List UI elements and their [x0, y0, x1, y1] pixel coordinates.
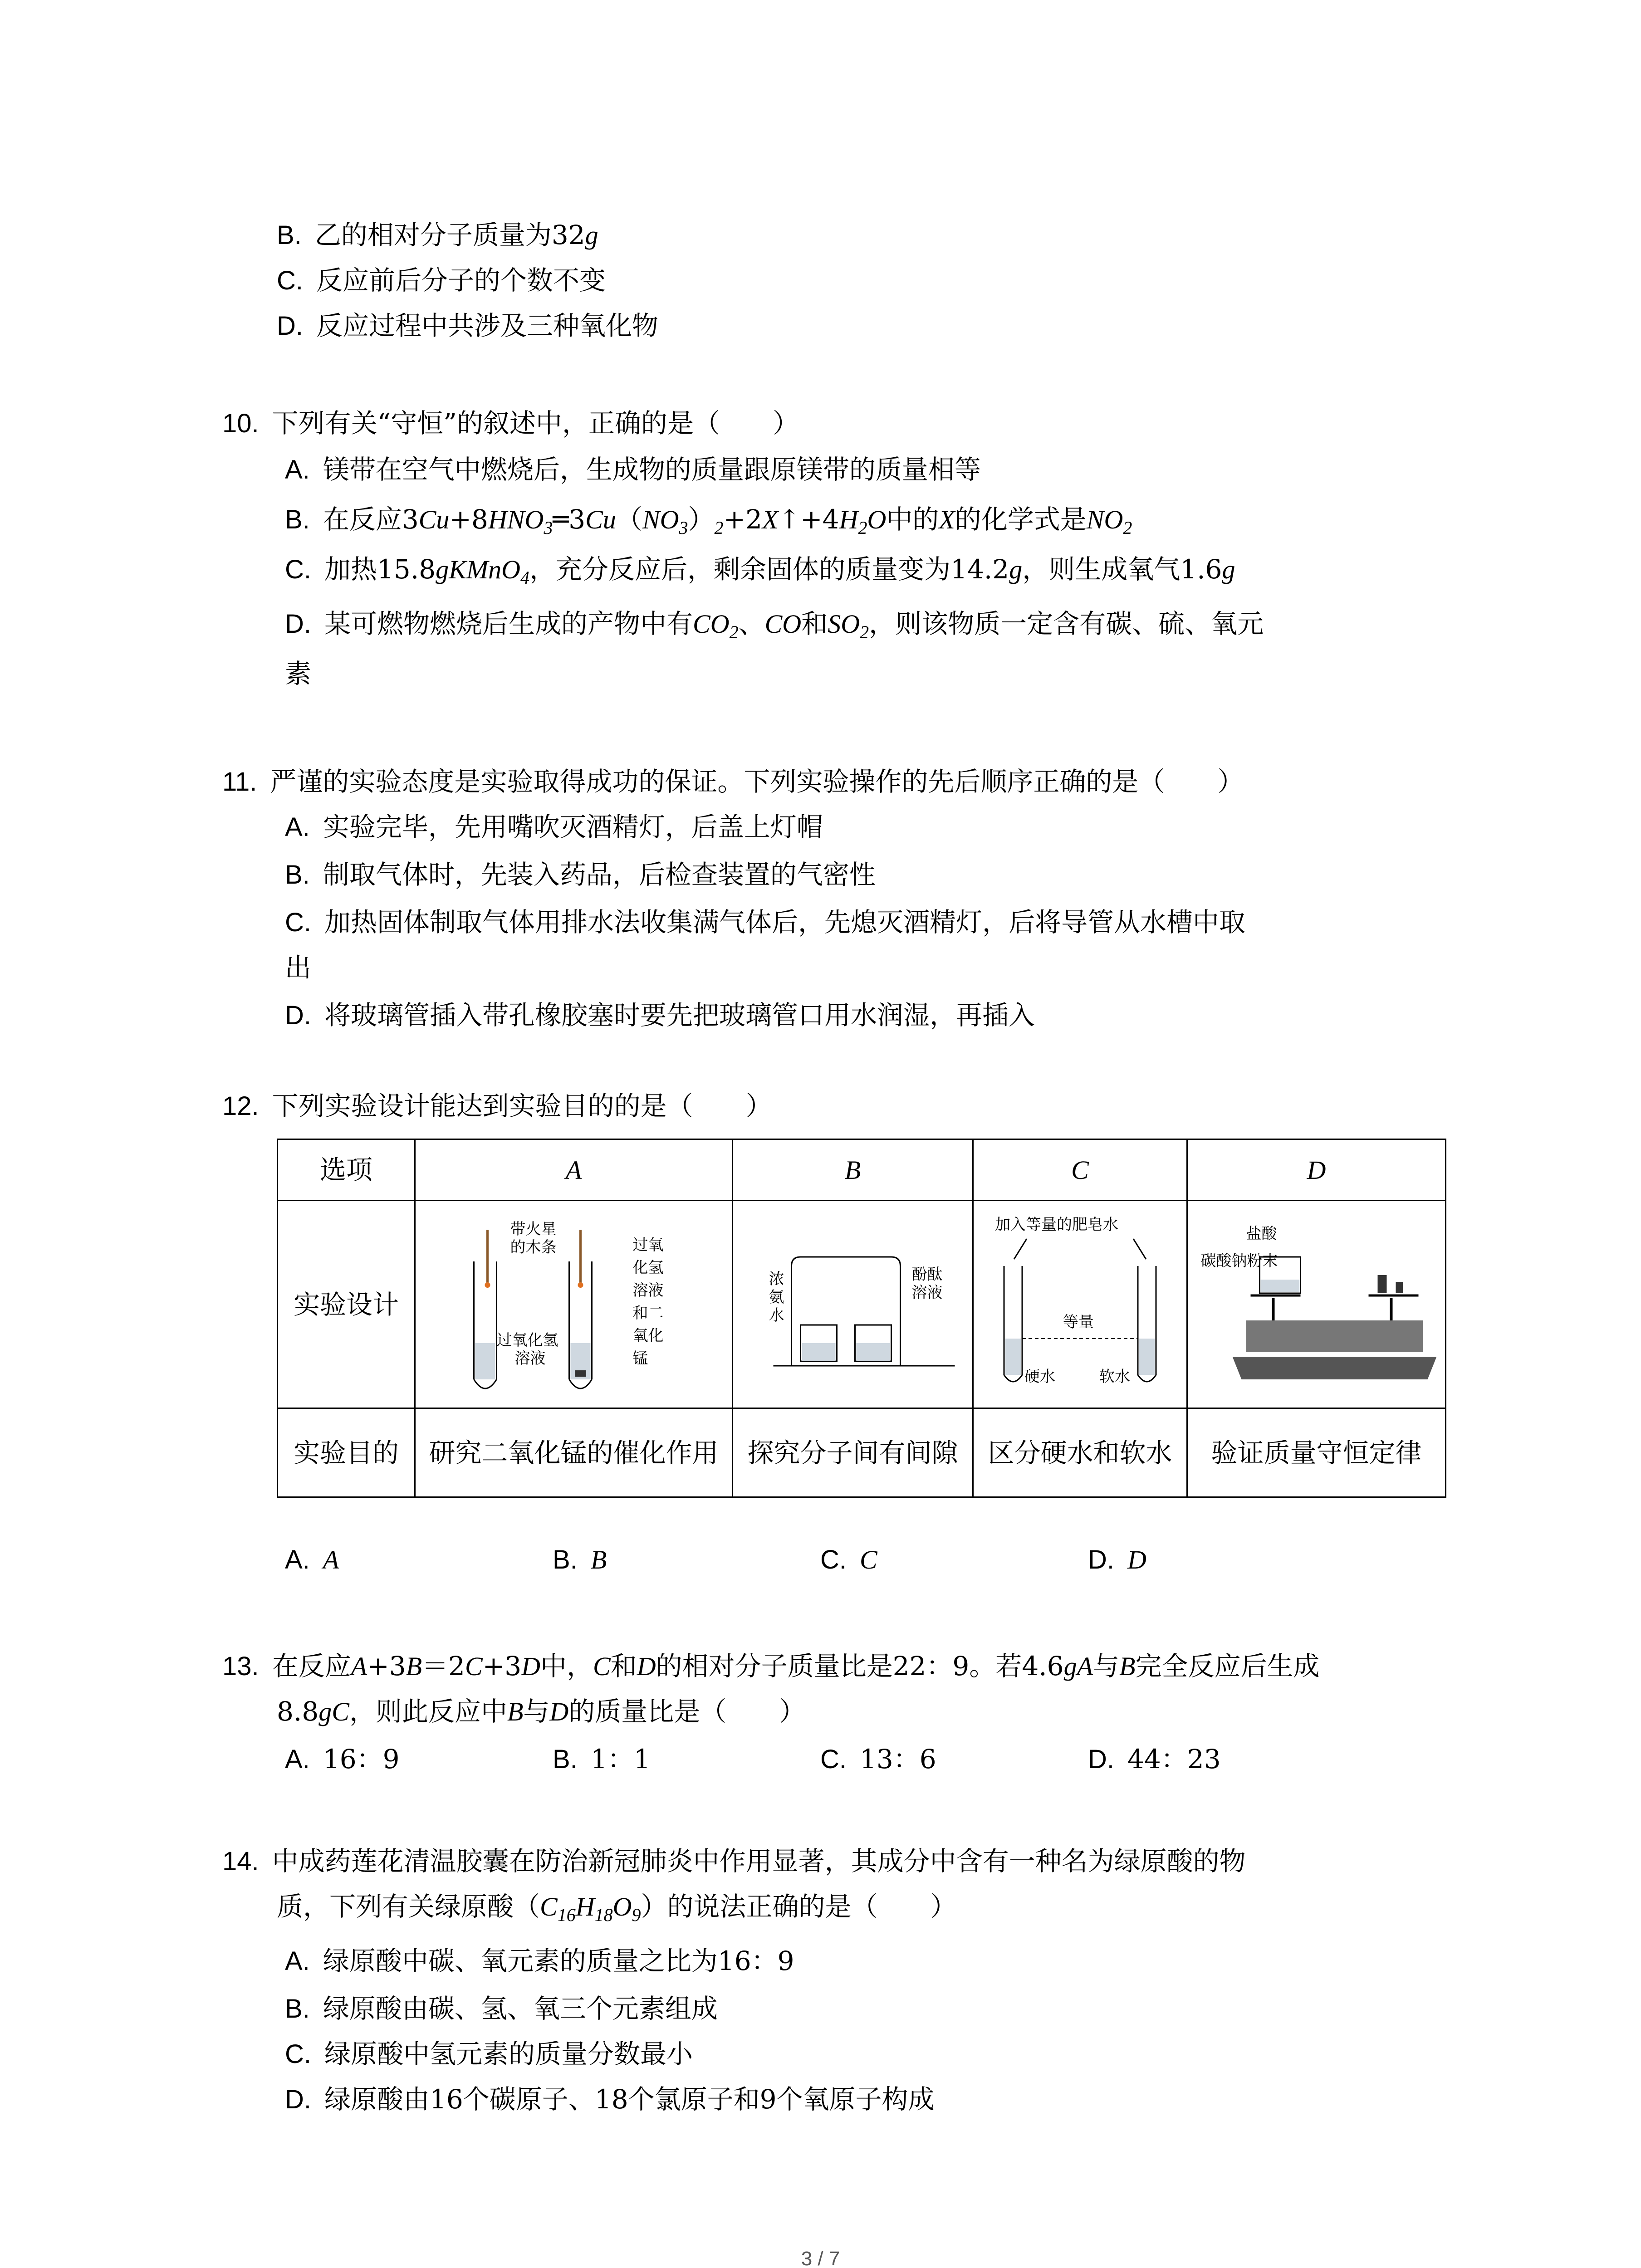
purpose-c: 区分硬水和软水 — [973, 1408, 1187, 1497]
q11-option-a: A. 实验完毕，先用嘴吹灭酒精灯，后盖上灯帽 — [285, 811, 823, 842]
design-a-cell — [415, 1201, 733, 1408]
diag-a-label-right-4: 和二 — [632, 1304, 664, 1322]
q14-option-c: C. 绿原酸中氢元素的质量分数最小 — [285, 2038, 693, 2069]
q11-option-c-continued: 出 — [285, 952, 312, 983]
diag-b-label-5: 溶液 — [911, 1283, 943, 1302]
design-d-diagram — [1190, 1207, 1443, 1402]
q10-option-d: D. 某可燃物燃烧后生成的产物中有$CO_2$、CO和$SO_2$，则该物质一定含有碳、硫、氧元 — [285, 608, 1264, 642]
diag-a-label-splint-2: 的木条 — [510, 1238, 557, 1256]
page-number: 3 / 7 — [801, 2248, 840, 2268]
q10-stem: 10. 下列有关“守恒”的叙述中，正确的是（ ） — [222, 408, 799, 439]
purpose-a: 研究二氧化锰的催化作用 — [415, 1408, 733, 1497]
q14-stem: 14. 中成药莲花清温胶囊在防治新冠肺炎中作用显著，其成分中含有一种名为绿原酸的物 — [222, 1846, 1246, 1877]
q12-option-a: A. A — [285, 1545, 339, 1574]
diag-a-label-left-2: 溶液 — [514, 1349, 546, 1368]
row-label-purpose: 实验目的 — [278, 1408, 415, 1497]
q12-option-c: C. C — [820, 1545, 877, 1574]
q14-option-b: B. 绿原酸由碳、氢、氧三个元素组成 — [285, 1993, 718, 2024]
q10-option-d-continued: 素 — [285, 658, 312, 689]
q9-option-d: D. 反应过程中共涉及三种氧化物 — [277, 310, 659, 341]
table-header-d: D — [1187, 1139, 1446, 1201]
q13-option-c: C. 13：6 — [820, 1744, 936, 1774]
table-header-option: 选项 — [278, 1139, 415, 1201]
purpose-d: 验证质量守恒定律 — [1187, 1408, 1446, 1497]
diag-d-label-1: 盐酸 — [1246, 1224, 1277, 1243]
diag-b-label-3: 水 — [769, 1306, 784, 1325]
q11-stem: 11. 严谨的实验态度是实验取得成功的保证。下列实验操作的先后顺序正确的是（ ） — [222, 766, 1244, 797]
q11-option-d: D. 将玻璃管插入带孔橡胶塞时要先把玻璃管口用水润湿，再插入 — [285, 1000, 1035, 1031]
q9-option-b: B. 乙的相对分子质量为32g — [277, 220, 598, 250]
diag-a-label-right-2: 化氢 — [632, 1258, 664, 1277]
diag-c-label-4: 软水 — [1099, 1367, 1130, 1386]
design-c-cell — [973, 1201, 1187, 1408]
q10-option-b: B. 在反应$3Cu+8HNO_3═3Cu(NO_3)_2+2X↑+4H_2O$中的X的化学式是$NO_2$ — [285, 504, 1132, 538]
diag-c-label-3: 硬水 — [1024, 1367, 1055, 1386]
q12-option-d: D. D — [1088, 1545, 1146, 1574]
q13-stem: 13. 在反应A+3B＝2C+3D中，C和D的相对分子质量比是22：9。若4.6gA与B完全反应后生成 — [222, 1651, 1320, 1681]
diag-b-label-1: 浓 — [769, 1270, 784, 1288]
q14-option-d: D. 绿原酸由16个碳原子、18个氯原子和9个氧原子构成 — [285, 2084, 935, 2115]
diag-a-label-left-1: 过氧化氢 — [496, 1331, 558, 1349]
q13-option-d: D. 44：23 — [1088, 1744, 1221, 1774]
diag-a-label-right-1: 过氧 — [632, 1236, 664, 1254]
q12-stem: 12. 下列实验设计能达到实验目的的是（ ） — [222, 1090, 772, 1121]
table-header-c: C — [973, 1139, 1187, 1201]
table-header-a: A — [415, 1139, 733, 1201]
design-b-diagram — [735, 1207, 970, 1402]
q12-experiment-table — [277, 1139, 1446, 1498]
q13-option-b: B. 1：1 — [553, 1744, 651, 1774]
diag-b-label-2: 氨 — [769, 1288, 784, 1306]
q14-stem-continued: 质，下列有关绿原酸$(C_{16}H_{18}O_9)$的说法正确的是（ ） — [277, 1891, 957, 1925]
diag-b-label-4: 酚酞 — [911, 1265, 943, 1284]
purpose-b: 探究分子间有间隙 — [733, 1408, 973, 1497]
q13-option-a: A. 16：9 — [285, 1744, 400, 1774]
design-d-cell — [1187, 1201, 1446, 1408]
design-a-diagram — [417, 1207, 730, 1402]
table-header-b: B — [733, 1139, 973, 1201]
q10-option-a: A. 镁带在空气中燃烧后，生成物的质量跟原镁带的质量相等 — [285, 454, 981, 485]
design-c-diagram — [975, 1207, 1185, 1402]
q9-option-c: C. 反应前后分子的个数不变 — [277, 265, 606, 296]
diag-a-label-right-3: 溶液 — [632, 1281, 664, 1300]
q11-option-b: B. 制取气体时，先装入药品，后检查装置的气密性 — [285, 859, 876, 890]
diag-c-label-2: 等量 — [1063, 1313, 1094, 1331]
q14-option-a: A. 绿原酸中碳、氧元素的质量之比为16：9 — [285, 1945, 794, 1976]
row-label-design: 实验设计 — [278, 1201, 415, 1408]
diag-d-label-2: 碳酸钠粉末 — [1200, 1251, 1278, 1270]
q12-option-b: B. B — [553, 1545, 607, 1574]
diag-c-label-1: 加入等量的肥皂水 — [995, 1215, 1118, 1234]
q13-stem-continued: 8.8gC，则此反应中B与D的质量比是（ ） — [277, 1696, 806, 1727]
q10-option-c: C. 加热15.8gKMnO$_4$，充分反应后，剩余固体的质量变为14.2g，则生成氧气1.6g — [285, 554, 1235, 588]
diag-a-label-right-5: 氧化 — [632, 1326, 664, 1345]
q11-option-c: C. 加热固体制取气体用排水法收集满气体后，先熄灭酒精灯，后将导管从水槽中取 — [285, 907, 1246, 938]
diag-a-label-splint-1: 带火星 — [510, 1220, 557, 1238]
diag-a-label-right-6: 锰 — [632, 1349, 648, 1368]
design-b-cell — [733, 1201, 973, 1408]
